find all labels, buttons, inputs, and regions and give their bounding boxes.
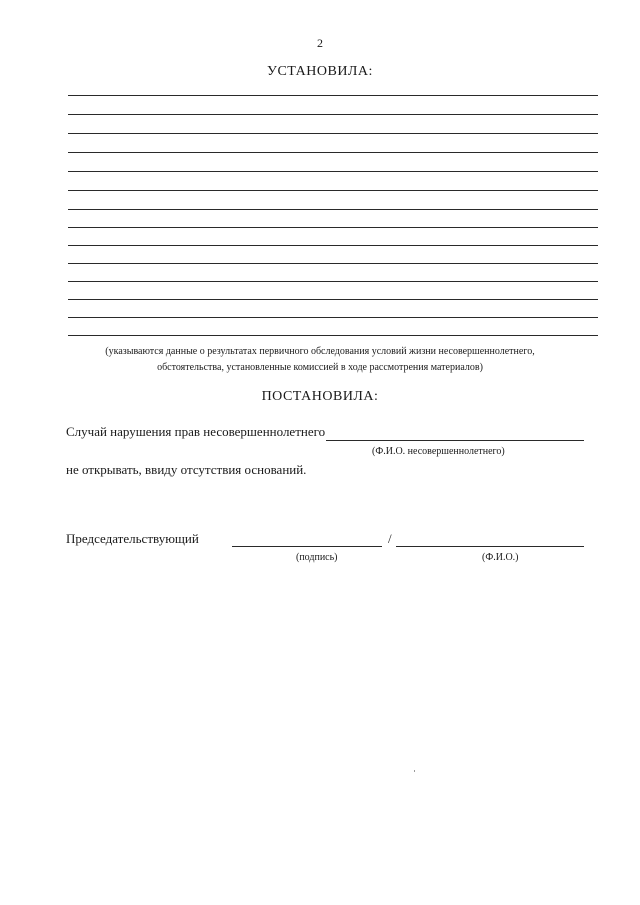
blank-line xyxy=(68,190,598,191)
blank-line xyxy=(68,263,598,264)
signature-separator: / xyxy=(388,531,392,546)
blank-line xyxy=(68,209,598,210)
page-number: 2 xyxy=(317,36,323,50)
blank-line xyxy=(68,335,598,336)
blank-line xyxy=(68,152,598,153)
chair-fio-fill-line xyxy=(396,546,584,547)
blank-line xyxy=(68,245,598,246)
decision-text: не открывать, ввиду отсутствия оснований. xyxy=(66,462,307,477)
findings-caption-line-1: (указываются данные о результатах первичного обследования условий жизни несовершеннолетнего, xyxy=(105,346,535,357)
findings-caption xyxy=(0,344,640,376)
minor-fio-caption: (Ф.И.О. несовершеннолетнего) xyxy=(372,446,505,457)
blank-line xyxy=(68,171,598,172)
case-label: Случай нарушения прав несовершеннолетнего xyxy=(66,424,326,439)
blank-line xyxy=(68,299,598,300)
blank-line xyxy=(68,133,598,134)
findings-caption-line-2: обстоятельства, установленные комиссией в ходе рассмотрения материалов) xyxy=(157,362,483,373)
blank-line xyxy=(68,114,598,115)
chair-label: Председательствующий xyxy=(66,531,199,546)
signature-caption: (подпись) xyxy=(296,552,338,563)
chair-fio-caption: (Ф.И.О.) xyxy=(482,552,519,563)
established-heading: УСТАНОВИЛА: xyxy=(267,64,373,79)
blank-line xyxy=(68,227,598,228)
scan-speck xyxy=(414,770,415,772)
blank-line xyxy=(68,95,598,96)
resolved-heading: ПОСТАНОВИЛА: xyxy=(261,389,379,404)
minor-fio-fill-line xyxy=(326,440,584,441)
findings-blank-lines xyxy=(68,77,598,347)
blank-line xyxy=(68,317,598,318)
signature-fill-line xyxy=(232,546,382,547)
blank-line xyxy=(68,281,598,282)
